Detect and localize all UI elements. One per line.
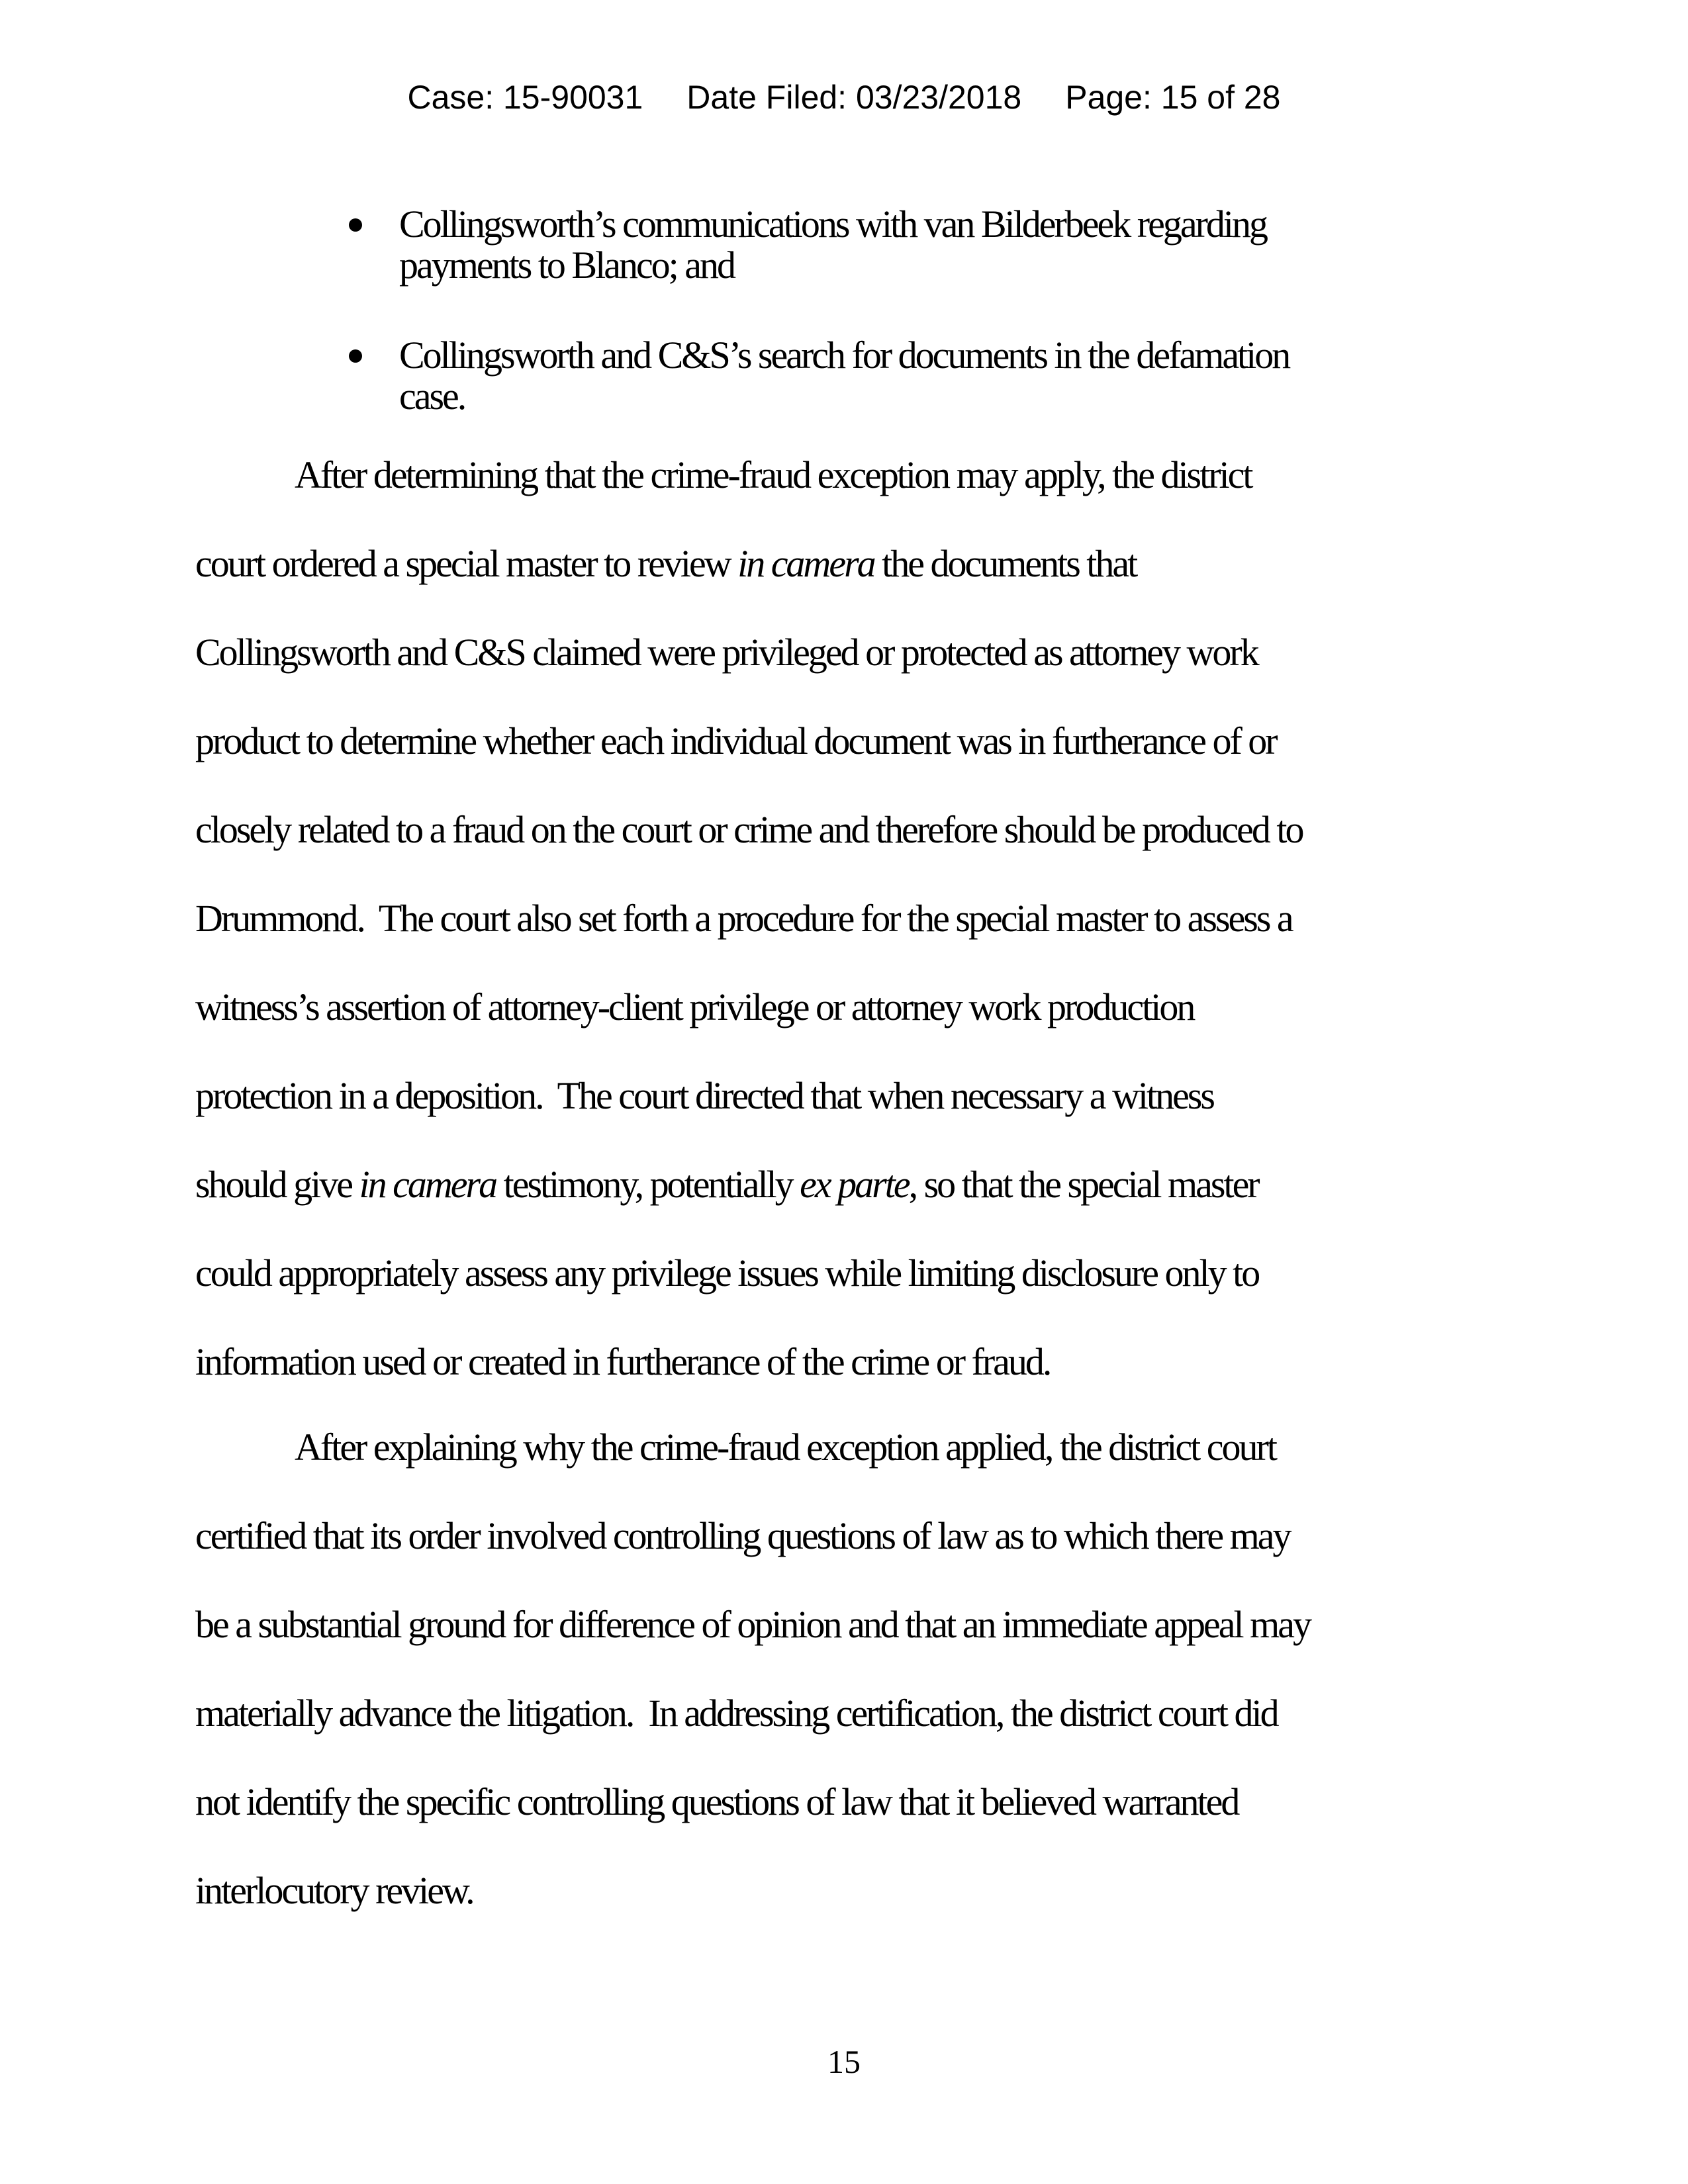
text-line: not identify the specific controlling questions of law that it believed warranted	[195, 1780, 1239, 1823]
text-line: After determining that the crime-fraud exception may apply, the district	[295, 453, 1252, 496]
text-line: product to determine whether each individual document was in furtherance of or	[195, 719, 1276, 762]
text-line: closely related to a fraud on the court or crime and therefore should be produced to	[195, 808, 1303, 851]
bullet-item	[349, 335, 1289, 417]
italic-text: in camera	[737, 542, 874, 585]
text-line: Collingsworth and C&S’s search for documents in the defamation	[399, 334, 1289, 377]
bullet-text	[399, 204, 1266, 286]
paragraph	[195, 431, 1585, 1406]
text-line: certified that its order involved controlling questions of law as to which there may	[195, 1514, 1290, 1557]
italic-text: in camera	[359, 1163, 496, 1206]
header-case-number: Case: 15-90031	[407, 79, 643, 116]
bullet-item	[349, 204, 1266, 286]
bullet-dot-icon	[349, 349, 362, 363]
italic-text: ex parte	[800, 1163, 909, 1206]
text-line: case.	[399, 375, 465, 418]
text-line: should give in camera testimony, potentially ex parte, so that the special master	[195, 1163, 1258, 1206]
text-line: information used or created in furtherance of the crime or fraud.	[195, 1340, 1051, 1383]
header-date-filed: Date Filed: 03/23/2018	[686, 79, 1022, 116]
ecf-stamp-header	[0, 81, 1688, 114]
page-number: 15	[827, 2043, 861, 2080]
bullet-dot-icon	[349, 218, 362, 232]
text-line: witness’s assertion of attorney-client privilege or attorney work production	[195, 985, 1194, 1028]
bullet-text	[399, 335, 1289, 417]
text-line: protection in a deposition. The court directed that when necessary a witness	[195, 1074, 1213, 1117]
text-line: materially advance the litigation. In addressing certification, the district court did	[195, 1692, 1278, 1735]
text-line: Collingsworth’s communications with van Bilderbeek regarding	[399, 203, 1267, 246]
text-line: be a substantial ground for difference of opinion and that an immediate appeal may	[195, 1603, 1311, 1646]
text-line: After explaining why the crime-fraud exception applied, the district court	[295, 1426, 1276, 1469]
text-line: court ordered a special master to review in camera the documents that	[195, 542, 1137, 585]
text-line: could appropriately assess any privilege issues while limiting disclosure only to	[195, 1251, 1259, 1295]
text-line: payments to Blanco; and	[399, 244, 735, 287]
text-line: Collingsworth and C&S claimed were privileged or protected as attorney work	[195, 631, 1258, 674]
header-page-count: Page: 15 of 28	[1065, 79, 1281, 116]
text-line: Drummond. The court also set forth a procedure for the special master to assess a	[195, 897, 1292, 940]
text-line: interlocutory review.	[195, 1869, 473, 1912]
paragraph	[195, 1403, 1585, 1935]
